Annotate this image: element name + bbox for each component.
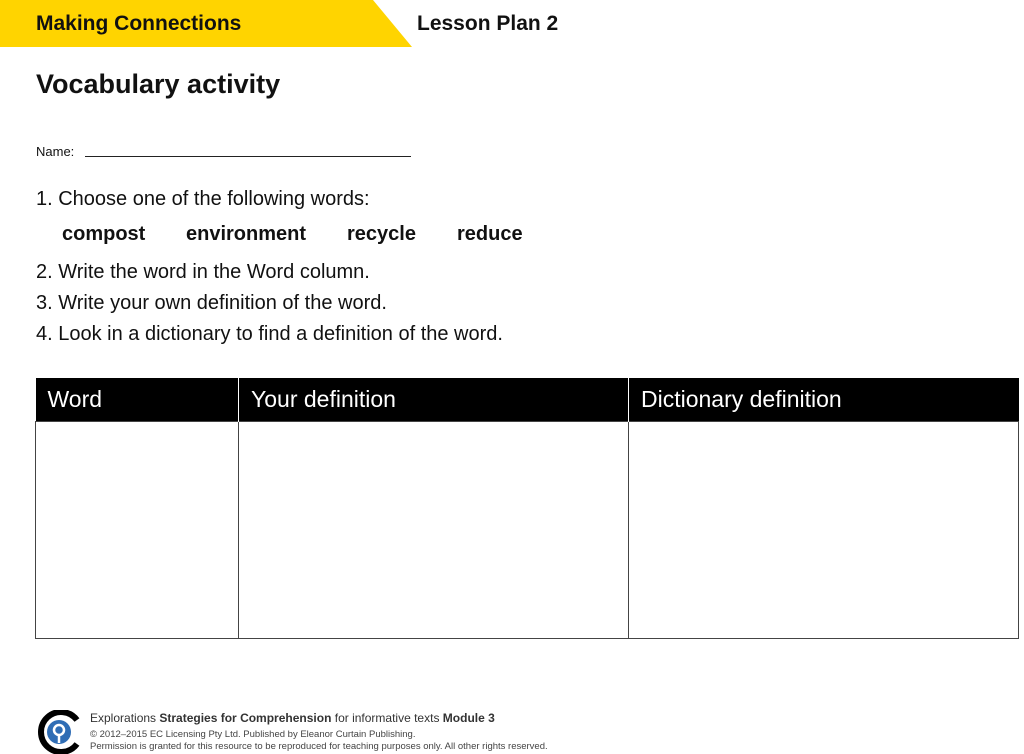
lesson-label: Lesson Plan 2	[417, 12, 559, 35]
footer-permission: Permission is granted for this resource to be reproduced for teaching purposes only. All other rights reserved.	[90, 741, 548, 752]
footer-copyright: © 2012–2015 EC Licensing Pty Ltd. Published by Eleanor Curtain Publishing.	[90, 729, 416, 740]
series-title: Making Connections	[36, 12, 242, 35]
header-your-definition: Your definition	[239, 378, 629, 421]
word-option: environment	[186, 223, 307, 245]
step-1: 1. Choose one of the following words:	[36, 188, 370, 210]
header-word: Word	[36, 378, 239, 421]
word-option: compost	[62, 223, 146, 245]
word-cell[interactable]	[36, 421, 239, 638]
page-title: Vocabulary activity	[36, 69, 281, 99]
step-2: 2. Write the word in the Word column.	[36, 261, 370, 283]
publisher-logo-icon	[37, 710, 81, 754]
footer-title: Explorations Strategies for Comprehension for informative texts Module 3	[90, 711, 495, 725]
word-option: recycle	[347, 223, 416, 245]
step-4: 4. Look in a dictionary to find a definition of the word.	[36, 323, 503, 345]
name-field-line[interactable]	[85, 156, 411, 157]
your-definition-cell[interactable]	[239, 421, 629, 638]
word-option: reduce	[457, 223, 523, 245]
name-label: Name:	[36, 144, 75, 159]
header-dictionary-definition: Dictionary definition	[629, 378, 1019, 421]
step-3: 3. Write your own definition of the word.	[36, 292, 387, 314]
vocabulary-table	[35, 378, 1019, 639]
dictionary-definition-cell[interactable]	[629, 421, 1019, 638]
